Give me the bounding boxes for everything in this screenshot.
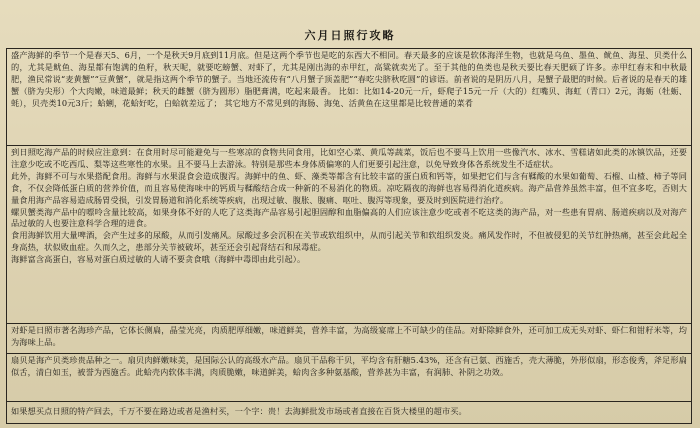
paragraph: 扇贝是海产贝类珍贵品种之一。扇贝肉鲜嫩味美，是国际公认的高级水产品。扇贝干品称干贝，平均含有肝糖5.43%，还含有已氨、西施舌，壳大薄脆，外形似扇，形态俊秀，斧足形扁似舌，清白如玉，被誉为西施舌。此蛤壳内软体丰满，肉质脆嫩，味道鲜美，蛤肉含多种氨基酸，营养甚为丰富，有润肺、补阴之功效。 [11,355,687,377]
paragraph: 对虾是日照市著名海珍产品，它体长侧扁，晶莹光亮，肉质肥厚细嫩，味道鲜美，营养丰富，为高级宴席上不可缺少的佳品。对虾除鲜食外，还可加工成无头对虾、虾仁和钳籽米等，均为海味上品。 [11,325,687,347]
page-title: 六月日照行攻略 [304,29,396,42]
section-eating-precautions [7,146,691,324]
paragraph: 食用海鲜饮用大量啤酒，会产生过多的尿酸，从而引发痛风。尿酸过多会沉积在关节或软组织中，从而引起关节和软组织发炎。痛风发作时，不但被侵犯的关节红肿热痛，甚至会此起全身高热，状似败血症。久而久之，患部分关节被破坏，甚至还会引起肾结石和尿毒症。 [11,230,687,253]
section-prawn [7,324,691,354]
section-shopping-tip [7,402,691,423]
paragraph: 此外，海鲜不可与水果搭配食用。海鲜与水果混食会造成腹泻。海鲜中的鱼、虾、藻类等都含有比较丰富的蛋白质和钙等，如果把它们与含有鞣酸的水果如葡萄、石榴、山楂、柿子等同食，不仅会降低蛋白质的营养价值，而且容易使海味中的钙质与鞣酸结合成一种新的不易消化的物质。凉吃隔夜的海鲜也容易得消化道疾病。海产品营养虽然丰富，但不宜多吃，否则大量食用海产品容易造成肠胃受损，引发胃肠道和消化系统等疾病，出现过敏、腹胀、腹痛、呕吐、腹泻等现象，要及时到医院进行治疗。 [11,170,687,205]
paragraph: 海鲜富含高蛋白，容易对蛋白质过敏的人请不要贪食哦（海鲜中毒即由此引起）。 [11,254,306,265]
section-seafood-seasons [7,49,691,146]
paragraph: 螺贝蟹类海产品中的嘌呤含量比较高，如果身体不好的人吃了这类海产品容易引起胆固醇和血脂偏高的人们应该注意少吃或者不吃这类的海产品，对一些患有胃病、肠道疾病以及对海产品过敏的人也要注意科学合理的进食。 [11,206,687,229]
content-frame [6,48,692,424]
paragraph: 如果想买点日照的特产回去，千万不要在路边或者是渔村买，一个字：贵！去海鲜批发市场或者直接在百货大楼里的超市买。 [11,406,467,416]
paragraph: 到日照吃海产品的时候应注意到：在食用时尽可能避免与一些寒凉的食物共同食用，比如空心菜、黄瓜等蔬菜，饭后也不要马上饮用一些像汽水、冰水、雪糕诸如此类的冰镇饮品，还要注意少吃或不吃西瓜、梨等这些寒性的水果。且不要马上去游泳。特别是那些本身体质偏寒的人们更要引起注意，以免导致身体各系统发生不适症状。 [11,147,687,169]
paragraph: 盛产海鲜的季节一个是春天5、6月，一个是秋天9月底到11月底。但是这两个季节也是吃的东西大不相同。春天最多的应该是软体海洋生物，也就是乌鱼、墨鱼、鱿鱼、海星、贝类什么的，尤其是鱿鱼、海星都有饱满的鱼籽，秋天呢，就要吃螃蟹、对虾了，尤其是刚出海的赤甲红，高粱就卖光了。至于其他的鱼类也是秋天要比春天肥硕了许多。赤甲红春末和中秋最肥，渔民常说“麦黄蟹”“豆黄蟹”，就是指这两个季节的蟹子。当地还流传有“八月蟹子顶盖肥”“春吃尖脐秋吃圆”的谚语。前者说的是阴历八月，是蟹子最肥的时候。后者说的是春天的雄蟹（脐为尖形）个大肉嫩，味道最鲜；秋天的雌蟹（脐为圆形）脂肥膏满，吃起来最香。 比如：比如14-20元一斤，虾爬子15元一斤（大的）红嘴贝、海虹（青口）2元，海蛎（牡蛎、蚝），贝壳类10元3斤；蛤蜊，花蛤好吃，白蛤就差远了； 其它地方不常见到的海肠、海兔、活黄鱼在这里都是比较普通的菜肴 [11,50,687,108]
section-scallop [7,354,691,402]
